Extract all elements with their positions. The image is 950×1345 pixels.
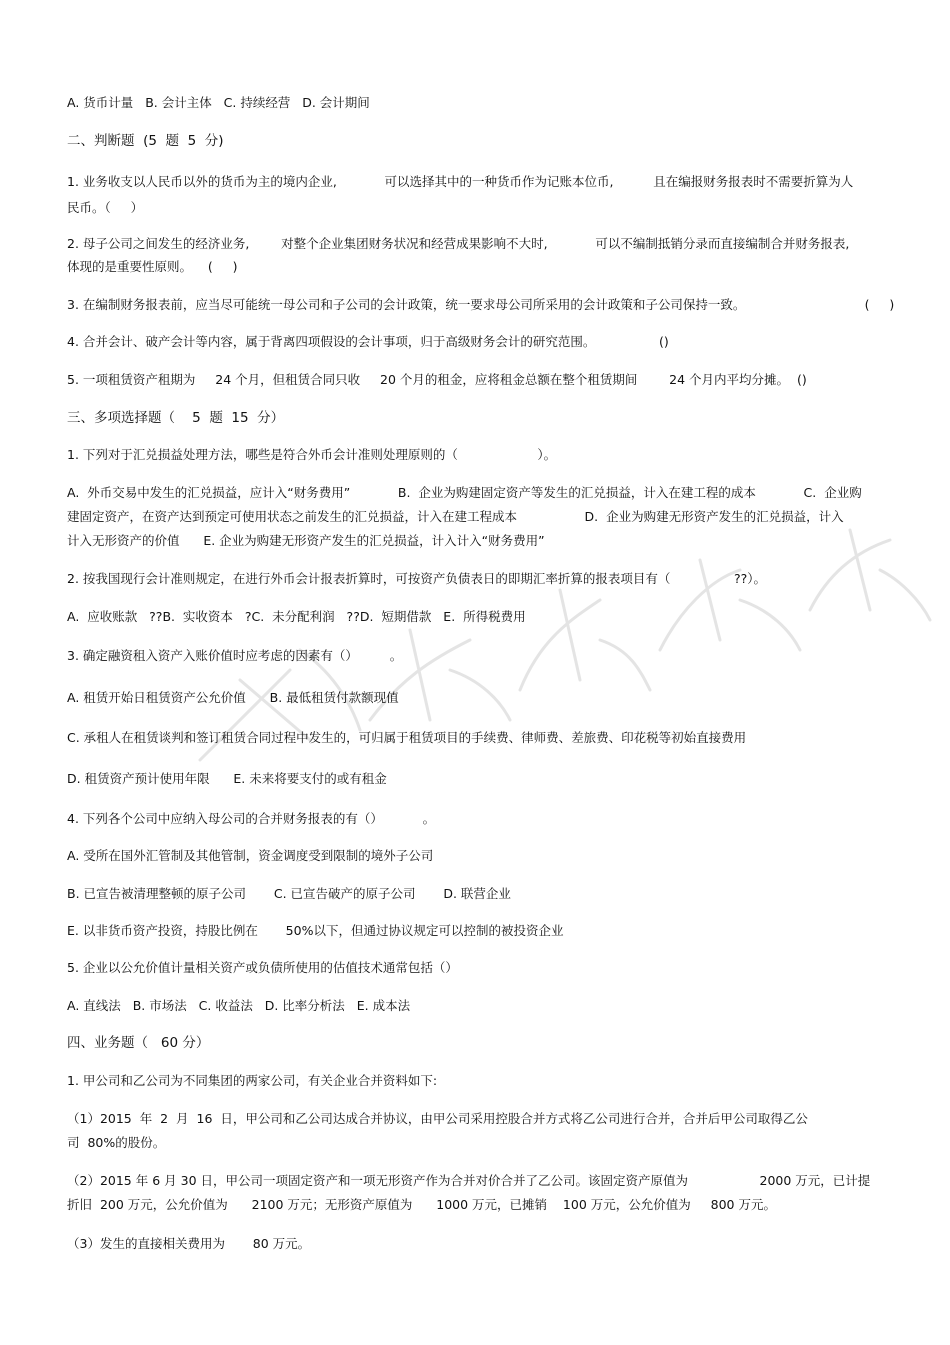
question-text: 1. 下列对于汇兑损益处理方法，哪些是符合外币会计准则处理原则的（ ）。 bbox=[67, 447, 557, 462]
answer-options: B. 已宣告被清理整顿的原子公司 C. 已宣告破产的原子公司 D. 联营企业 bbox=[67, 886, 511, 901]
answer-options: A. 货币计量 B. 会计主体 C. 持续经营 D. 会计期间 bbox=[67, 95, 370, 110]
question-text: 2. 按我国现行会计准则规定，在进行外币会计报表折算时，可按资产负债表日的即期汇率折算的报表项目有（ ??）。 bbox=[67, 571, 766, 586]
question-text: 1. 业务收支以人民币以外的货币为主的境内企业, 可以选择其中的一种货币作为记账本位币, 且在编报财务报表时不需要折算为人 bbox=[67, 174, 854, 189]
answer-options: A. 应收账款 ??B. 实收资本 ?C. 未分配利润 ??D. 短期借款 E. 所得税费用 bbox=[67, 609, 526, 624]
answer-options: A. 受所在国外汇管制及其他管制，资金调度受到限制的境外子公司 bbox=[67, 848, 434, 863]
answer-options: 计入无形资产的价值 E. 企业为购建无形资产发生的汇兑损益，计入计入“财务费用” bbox=[67, 533, 545, 548]
question-text: 民币。（ ） bbox=[67, 200, 144, 215]
answer-options: E. 以非货币资产投资，持股比例在 50%以下，但通过协议规定可以控制的被投资企业 bbox=[67, 923, 564, 938]
section-heading-judgment: 二、判断题 (5 题 5 分) bbox=[67, 133, 224, 149]
question-text: 5. 一项租赁资产租期为 24 个月，但租赁合同只收 20 个月的租金，应将租金总额在整个租赁期间 24 个月内平均分摊。 () bbox=[67, 372, 807, 387]
section-heading-multiple-choice: 三、多项选择题（ 5 题 15 分） bbox=[67, 410, 285, 426]
answer-options: 建固定资产，在资产达到预定可使用状态之前发生的汇兑损益，计入在建工程成本 D. 企业为购建无形资产发生的汇兑损益，计入 bbox=[67, 509, 844, 524]
question-text: 4. 合并会计、破产会计等内容，属于背离四项假设的会计事项，归于高级财务会计的研究范围。 () bbox=[67, 334, 669, 349]
question-text: 1. 甲公司和乙公司为不同集团的两家公司，有关企业合并资料如下: bbox=[67, 1073, 438, 1088]
section-heading-business: 四、业务题（ 60 分） bbox=[67, 1035, 210, 1051]
question-text: 折旧 200 万元，公允价值为 2100 万元；无形资产原值为 1000 万元，已摊销 100 万元，公允价值为 800 万元。 bbox=[67, 1197, 776, 1212]
question-text: 3. 在编制财务报表前，应当尽可能统一母公司和子公司的会计政策，统一要求母公司所采用的会计政策和子公司保持一致。 ( ) bbox=[67, 297, 895, 312]
question-text: （1）2015 年 2 月 16 日，甲公司和乙公司达成合并协议，由甲公司采用控股合并方式将乙公司进行合并，合并后甲公司取得乙公 bbox=[67, 1111, 808, 1126]
question-text: 5. 企业以公允价值计量相关资产或负债所使用的估值技术通常包括（） bbox=[67, 960, 458, 975]
question-text: 2. 母子公司之间发生的经济业务, 对整个企业集团财务状况和经营成果影响不大时, 可以不编制抵销分录而直接编制合并财务报表, bbox=[67, 236, 850, 251]
question-text: 司 80%的股份。 bbox=[67, 1135, 166, 1150]
question-text: （2）2015 年 6 月 30 日，甲公司一项固定资产和一项无形资产作为合并对价合并了乙公司。该固定资产原值为 2000 万元，已计提 bbox=[67, 1173, 871, 1188]
question-text: （3）发生的直接相关费用为 80 万元。 bbox=[67, 1236, 311, 1251]
answer-options: A. 直线法 B. 市场法 C. 收益法 D. 比率分析法 E. 成本法 bbox=[67, 998, 411, 1013]
answer-options: A. 外币交易中发生的汇兑损益，应计入“财务费用” B. 企业为购建固定资产等发生的汇兑损益，计入在建工程的成本 C. 企业购 bbox=[67, 485, 862, 500]
question-text: 3. 确定融资租入资产入账价值时应考虑的因素有（） 。 bbox=[67, 648, 403, 663]
question-text: 4. 下列各个公司中应纳入母公司的合并财务报表的有（） 。 bbox=[67, 811, 436, 826]
answer-options: D. 租赁资产预计使用年限 E. 未来将要支付的或有租金 bbox=[67, 771, 387, 786]
question-text: 体现的是重要性原则。 ( ) bbox=[67, 259, 238, 274]
answer-options: A. 租赁开始日租赁资产公允价值 B. 最低租赁付款额现值 bbox=[67, 690, 399, 705]
answer-options: C. 承租人在租赁谈判和签订租赁合同过程中发生的，可归属于租赁项目的手续费、律师费、差旅费、印花税等初始直接费用 bbox=[67, 730, 747, 745]
